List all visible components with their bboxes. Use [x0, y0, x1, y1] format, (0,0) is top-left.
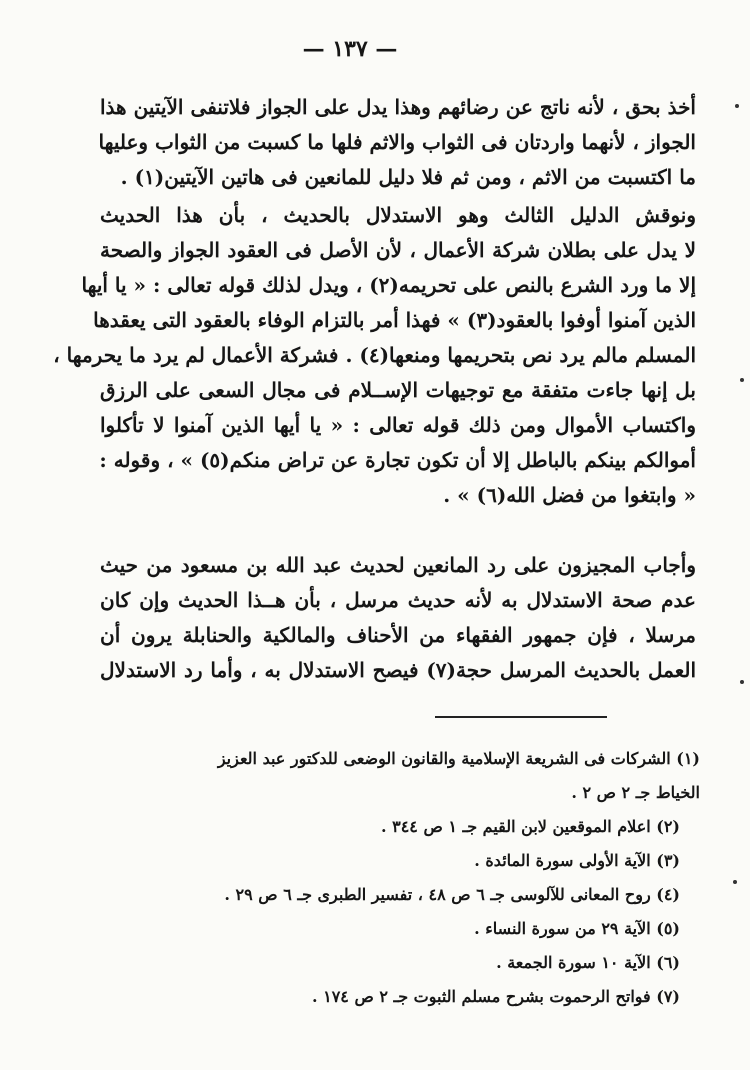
scan-speck: [740, 378, 744, 382]
text-line: وأجاب المجيزون على رد المانعين لحديث عبد الله بن مسعود من حيث: [100, 553, 696, 577]
footnote-1-continued: الخياط جـ ٢ ص ٢ .: [571, 783, 700, 802]
paragraph-3: [100, 548, 696, 688]
footnotes: [60, 742, 700, 1014]
text-line: عدم صحة الاستدلال به لأنه حديث مرسل ، بأن هــذا الحديث وإن كان: [100, 588, 696, 612]
footnote-4: (٤) روح المعانى للآلوسى جـ ٦ ص ٤٨ ، تفسير الطبرى جـ ٦ ص ٢٩ .: [224, 885, 680, 904]
scan-speck: [740, 680, 744, 684]
text-line: أموالكم بينكم بالباطل إلا أن تكون تجارة عن تراض منكم(٥) » ، وقوله :: [99, 448, 696, 472]
text-line: بل إنها جاءت متفقة مع توجيهات الإســلام فى مجال السعى على الرزق: [100, 378, 696, 402]
footnote-7: (٧) فواتح الرحموت بشرح مسلم الثبوت جـ ٢ ص ١٧٤ .: [311, 987, 680, 1006]
page-number: — ١٣٧ —: [302, 36, 398, 62]
text-line: المسلم مالم يرد نص بتحريمها ومنعها(٤) . فشركة الأعمال لم يرد ما يحرمها ،: [53, 343, 696, 367]
text-line: أخذ بحق ، لأنه ناتج عن رضائهم وهذا يدل على الجواز فلاتنفى الآيتين هذا: [100, 95, 696, 119]
scan-speck: [735, 104, 739, 108]
text-line: الجواز ، لأنهما واردتان فى الثواب والاثم فلها ما كسبت من الثواب وعليها: [98, 130, 696, 154]
text-line: واكتساب الأموال ومن ذلك قوله تعالى : « يا أيها الذين آمنوا لا تأكلوا: [100, 413, 696, 437]
text-line: إلا ما ورد الشرع بالنص على تحريمه(٢) ، ويدل لذلك قوله تعالى : « يا أيها: [81, 273, 696, 297]
text-line: العمل بالحديث المرسل حجة(٧) فيصح الاستدلال به ، وأما رد الاستدلال: [100, 658, 697, 682]
footnote-6: (٦) الآية ١٠ سورة الجمعة .: [496, 953, 680, 972]
paragraph-1: [100, 90, 696, 195]
footnote-2: (٢) اعلام الموقعين لابن القيم جـ ١ ص ٣٤٤ .: [380, 817, 680, 836]
footnote-divider: [435, 716, 607, 718]
paragraph-2: [53, 198, 696, 513]
text-line: ونوقش الدليل الثالث وهو الاستدلال بالحديث ، بأن هذا الحديث: [100, 203, 696, 227]
footnote-3: (٣) الآية الأولى سورة المائدة .: [474, 851, 680, 870]
text-line: « وابتغوا من فضل الله(٦) » .: [443, 483, 696, 507]
footnote-5: (٥) الآية ٢٩ من سورة النساء .: [474, 919, 680, 938]
text-line: ما اكتسبت من الاثم ، ومن ثم فلا دليل للمانعين فى هاتين الآيتين(١) .: [120, 165, 696, 189]
text-line: الذين آمنوا أوفوا بالعقود(٣) » فهذا أمر بالتزام الوفاء بالعقود التى يعقدها: [93, 308, 696, 332]
scan-speck: [733, 880, 737, 884]
text-line: مرسلا ، فإن جمهور الفقهاء من الأحناف والمالكية والحنابلة يرون أن: [100, 623, 696, 647]
text-line: لا يدل على بطلان شركة الأعمال ، لأن الأصل فى العقود الجواز والصحة: [100, 238, 696, 262]
footnote-1: (١) الشركات فى الشريعة الإسلامية والقانون الوضعى للدكتور عبد العزيز: [217, 749, 700, 768]
